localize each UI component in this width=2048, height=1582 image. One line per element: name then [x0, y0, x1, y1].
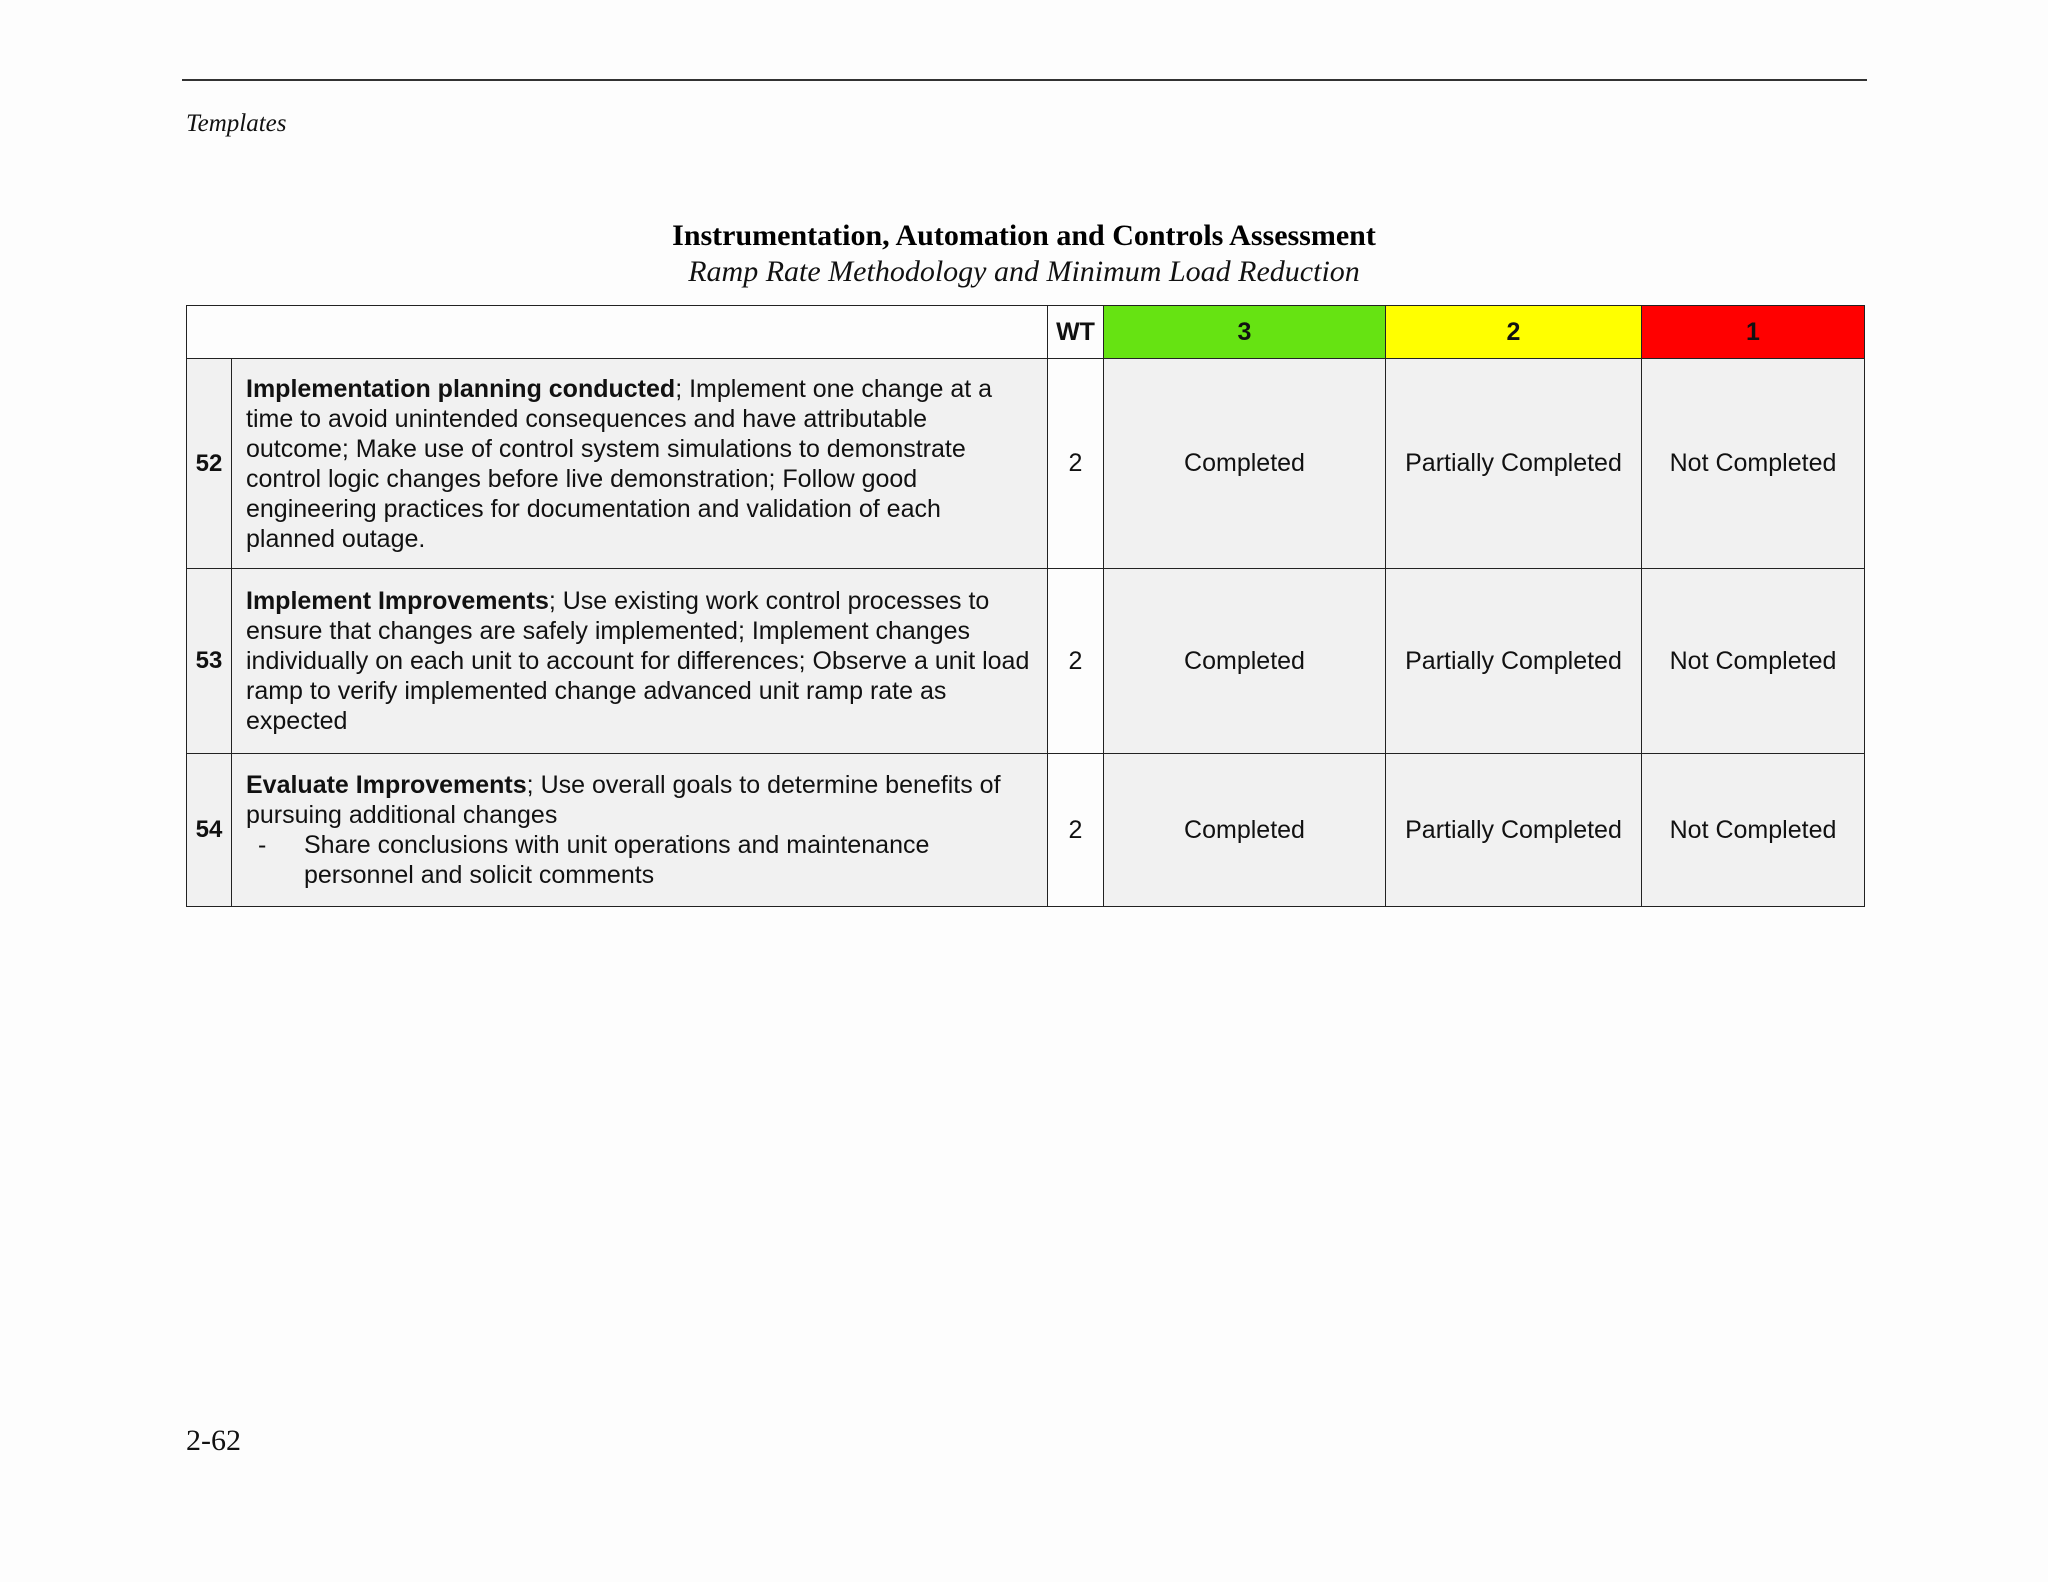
- table-header-row: [187, 306, 1865, 359]
- row-weight: 2: [1048, 754, 1104, 907]
- page-number: 2-62: [186, 1424, 241, 1457]
- section-label: Templates: [186, 110, 287, 137]
- bullet-marker: -: [258, 831, 267, 859]
- bullet-item: [258, 830, 1035, 890]
- row-description: [232, 359, 1048, 569]
- row-body: ; Implement one change at a time to avoid unintended consequences and have attributable outcome; Make use of control system simulations to demonstrate control logic changes before live demonstration; Follow good engineering practices for documentation and validation of each planned outage.: [246, 374, 993, 553]
- header-score-2: 2: [1386, 306, 1642, 359]
- assessment-table: [186, 305, 1865, 907]
- row-score-2: Partially Completed: [1386, 569, 1642, 754]
- row-score-3: Completed: [1104, 754, 1386, 907]
- row-number: 53: [187, 569, 232, 754]
- row-description: [232, 569, 1048, 754]
- row-weight: 2: [1048, 359, 1104, 569]
- row-description: [232, 754, 1048, 907]
- table-row: [187, 569, 1865, 754]
- document-title: Instrumentation, Automation and Controls Assessment: [672, 219, 1376, 252]
- bullet-text: Share conclusions with unit operations and maintenance personnel and solicit comments: [304, 831, 930, 889]
- row-number: 54: [187, 754, 232, 907]
- row-number: 52: [187, 359, 232, 569]
- row-score-2: Partially Completed: [1386, 754, 1642, 907]
- row-heading: Implement Improvements: [246, 587, 549, 615]
- row-score-1: Not Completed: [1642, 569, 1865, 754]
- header-score-1: 1: [1642, 306, 1865, 359]
- row-score-2: Partially Completed: [1386, 359, 1642, 569]
- row-weight: 2: [1048, 569, 1104, 754]
- row-heading: Evaluate Improvements: [246, 771, 527, 799]
- document-subtitle: Ramp Rate Methodology and Minimum Load Reduction: [688, 255, 1360, 288]
- row-score-3: Completed: [1104, 569, 1386, 754]
- header-rule: [182, 79, 1867, 81]
- row-body: ; Use existing work control processes to ensure that changes are safely implemented; Implement changes individually on each unit to account for differences; Observe a unit load ramp to verify implemented change advanced unit ramp rate as expected: [246, 587, 1030, 735]
- row-score-1: Not Completed: [1642, 754, 1865, 907]
- row-heading: Implementation planning conducted: [246, 374, 676, 403]
- row-score-3: Completed: [1104, 359, 1386, 569]
- row-score-1: Not Completed: [1642, 359, 1865, 569]
- header-wt: WT: [1048, 306, 1104, 359]
- row-body: ; Use overall goals to determine benefits of pursuing additional changes: [246, 771, 1001, 829]
- header-score-3: 3: [1104, 306, 1386, 359]
- table-row: [187, 754, 1865, 907]
- header-blank-cell: [187, 306, 1048, 359]
- table-row: [187, 359, 1865, 569]
